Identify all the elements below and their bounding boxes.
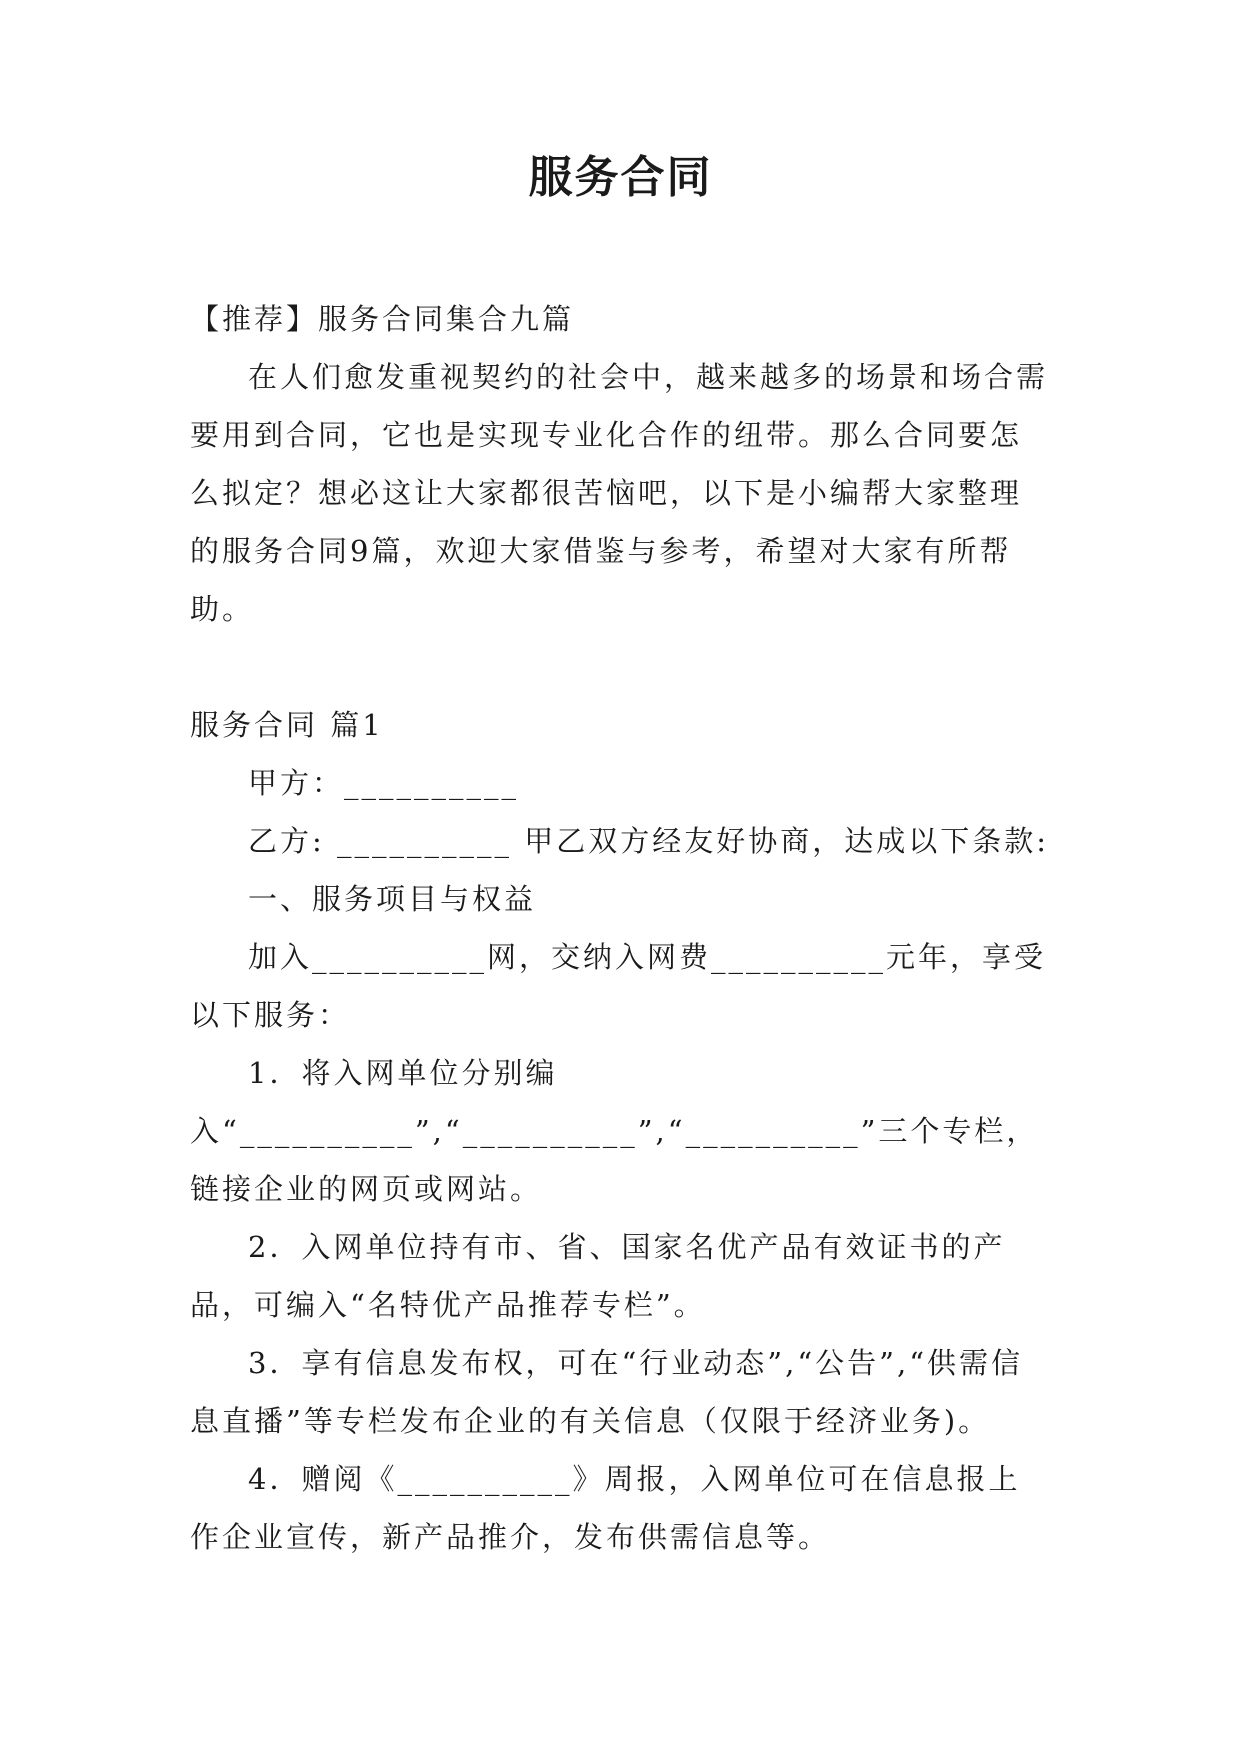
intro-paragraph: 在人们愈发重视契约的社会中，越来越多的场景和场合需要用到合同，它也是实现专业化合作的纽带。那么合同要怎么拟定？想必这让大家都很苦恼吧，以下是小编帮大家整理的服务合同9篇，欢迎大家借鉴与参考，希望对大家有所帮助。 <box>190 360 1049 626</box>
party-b-line: 乙方: __________ 甲乙双方经友好协商，达成以下条款: <box>248 824 1049 858</box>
item-2: 2．入网单位持有市、省、国家名优产品有效证书的产品，可编入“名特优产品推荐专栏”。 <box>190 1230 1006 1322</box>
party-a-line: 甲方：__________ <box>248 766 520 800</box>
document-body <box>190 290 1052 1566</box>
item-4: 4．赠阅《__________》周报，入网单位可在信息报上作企业宣传，新产品推介，发布供需信息等。 <box>190 1462 1021 1554</box>
paragraph-gap <box>190 638 1052 696</box>
section-heading: 服务合同 篇1 <box>190 708 384 742</box>
clause-heading: 一、服务项目与权益 <box>248 882 537 916</box>
membership-paragraph: 加入__________网，交纳入网费__________元年，享受以下服务： <box>190 940 1047 1032</box>
item-3: 3．享有信息发布权，可在“行业动态”,“公告”,“供需信息直播”等专栏发布企业的有关信息（仅限于经济业务)。 <box>190 1346 1024 1438</box>
item-1: 1．将入网单位分别编入“__________”,“__________”,“__________”三个专栏，链接企业的网页或网站。 <box>190 1056 1039 1206</box>
document-title: 服务合同 <box>528 152 713 203</box>
recommend-heading: 【推荐】服务合同集合九篇 <box>190 302 575 336</box>
